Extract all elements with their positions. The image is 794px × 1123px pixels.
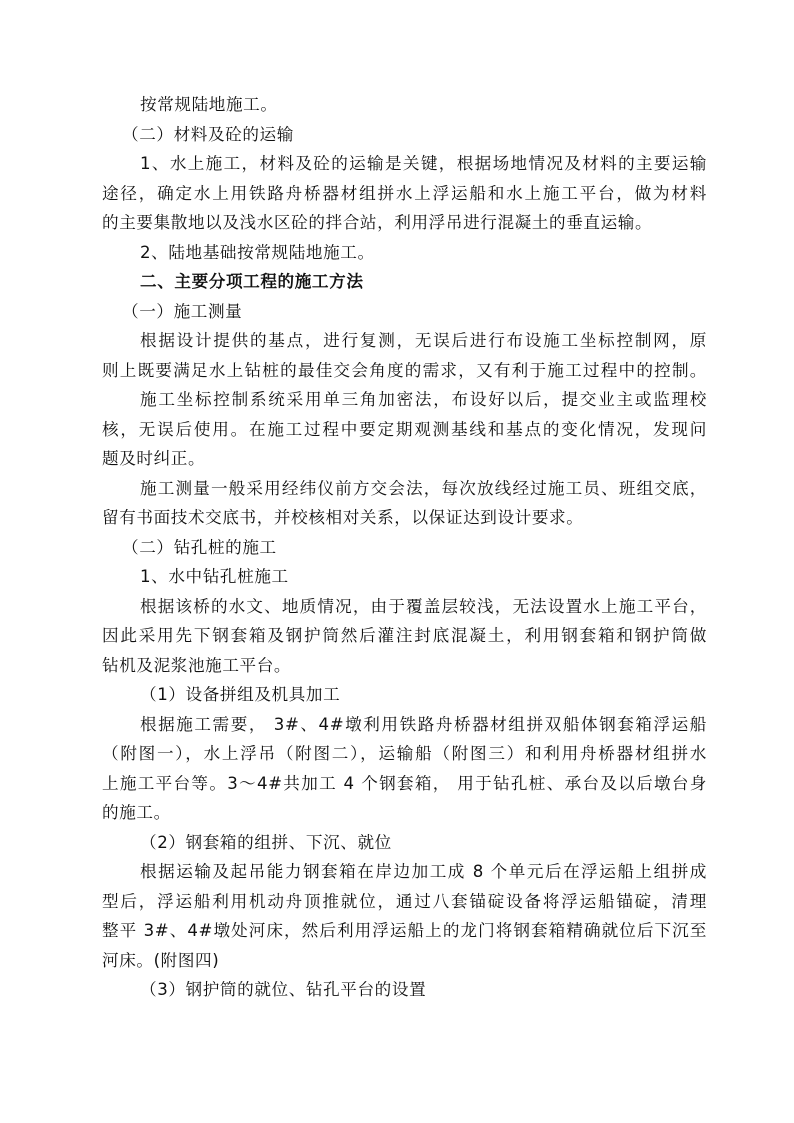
text-line-1: 按常规陆地施工。 bbox=[140, 95, 278, 114]
text-line-6: 2、陆地基础按常规陆地施工。 bbox=[140, 243, 375, 262]
text-line-18: 根据该桥的水文、地质情况，由于覆盖层较浅，无法设置水上施工平台， bbox=[140, 597, 707, 616]
text-line-30: 河床。(附图四) bbox=[102, 951, 220, 970]
text-line-19: 因此采用先下钢套箱及钢护筒然后灌注封底混凝土，利用钢套箱和钢护筒做 bbox=[102, 626, 707, 645]
text-line-12: 核，无误后使用。在施工过程中要定期观测基线和基点的变化情况，发现问 bbox=[102, 420, 707, 439]
subsection-heading-survey: （一）施工测量 bbox=[122, 302, 243, 321]
section-heading-main-construction-methods: 二、主要分项工程的施工方法 bbox=[140, 272, 364, 291]
text-line-9: 根据设计提供的基点，进行复测，无误后进行布设施工坐标控制网，原 bbox=[140, 331, 707, 350]
text-line-25: 的施工。 bbox=[102, 803, 171, 822]
text-line-3: 1、水上施工，材料及砼的运输是关键，根据场地情况及材料的主要运输 bbox=[140, 154, 707, 173]
text-line-13: 题及时纠正。 bbox=[102, 449, 206, 468]
item-heading-steel-pile-casing: （3）钢护筒的就位、钻孔平台的设置 bbox=[140, 980, 427, 999]
text-line-14: 施工测量一般采用经纬仪前方交会法，每次放线经过施工员、班组交底， bbox=[140, 479, 707, 498]
text-line-27: 根据运输及起吊能力钢套箱在岸边加工成 8 个单元后在浮运船上组拼成 bbox=[140, 862, 707, 881]
text-line-29: 整平 3#、4#墩处河床，然后利用浮运船上的龙门将钢套箱精确就位后下沉至 bbox=[102, 921, 707, 940]
text-line-15: 留有书面技术交底书，并校核相对关系，以保证达到设计要求。 bbox=[102, 508, 584, 527]
text-line-5: 的主要集散地以及浅水区砼的拌合站，利用浮吊进行混凝土的垂直运输。 bbox=[102, 213, 653, 232]
text-line-4: 途径，确定水上用铁路舟桥器材组拼水上浮运船和水上施工平台，做为材料 bbox=[102, 184, 707, 203]
text-line-17: 1、水中钻孔桩施工 bbox=[140, 567, 289, 586]
item-heading-equipment: （1）设备拼组及机具加工 bbox=[140, 685, 341, 704]
subsection-heading-materials-transport: （二）材料及砼的运输 bbox=[122, 125, 294, 144]
item-heading-steel-casing: （2）钢套箱的组拼、下沉、就位 bbox=[140, 833, 392, 852]
text-line-20: 钻机及泥浆池施工平台。 bbox=[102, 656, 292, 675]
text-line-11: 施工坐标控制系统采用单三角加密法，布设好以后，提交业主或监理校 bbox=[140, 390, 707, 409]
subsection-heading-bored-pile: （二）钻孔桩的施工 bbox=[122, 538, 277, 557]
text-line-22: 根据施工需要， 3#、4#墩利用铁路舟桥器材组拼双船体钢套箱浮运船 bbox=[140, 715, 707, 734]
text-line-23: （附图一），水上浮吊（附图二），运输船（附图三）和利用舟桥器材组拼水 bbox=[102, 744, 707, 763]
text-line-10: 则上既要满足水上钻桩的最佳交会角度的需求，又有利于施工过程中的控制。 bbox=[102, 361, 707, 380]
text-line-28: 型后，浮运船利用机动舟顶推就位，通过八套锚碇设备将浮运船锚碇，清理 bbox=[102, 892, 707, 911]
text-line-24: 上施工平台等。3～4#共加工 4 个钢套箱， 用于钻孔桩、承台及以后墩台身 bbox=[102, 774, 707, 793]
